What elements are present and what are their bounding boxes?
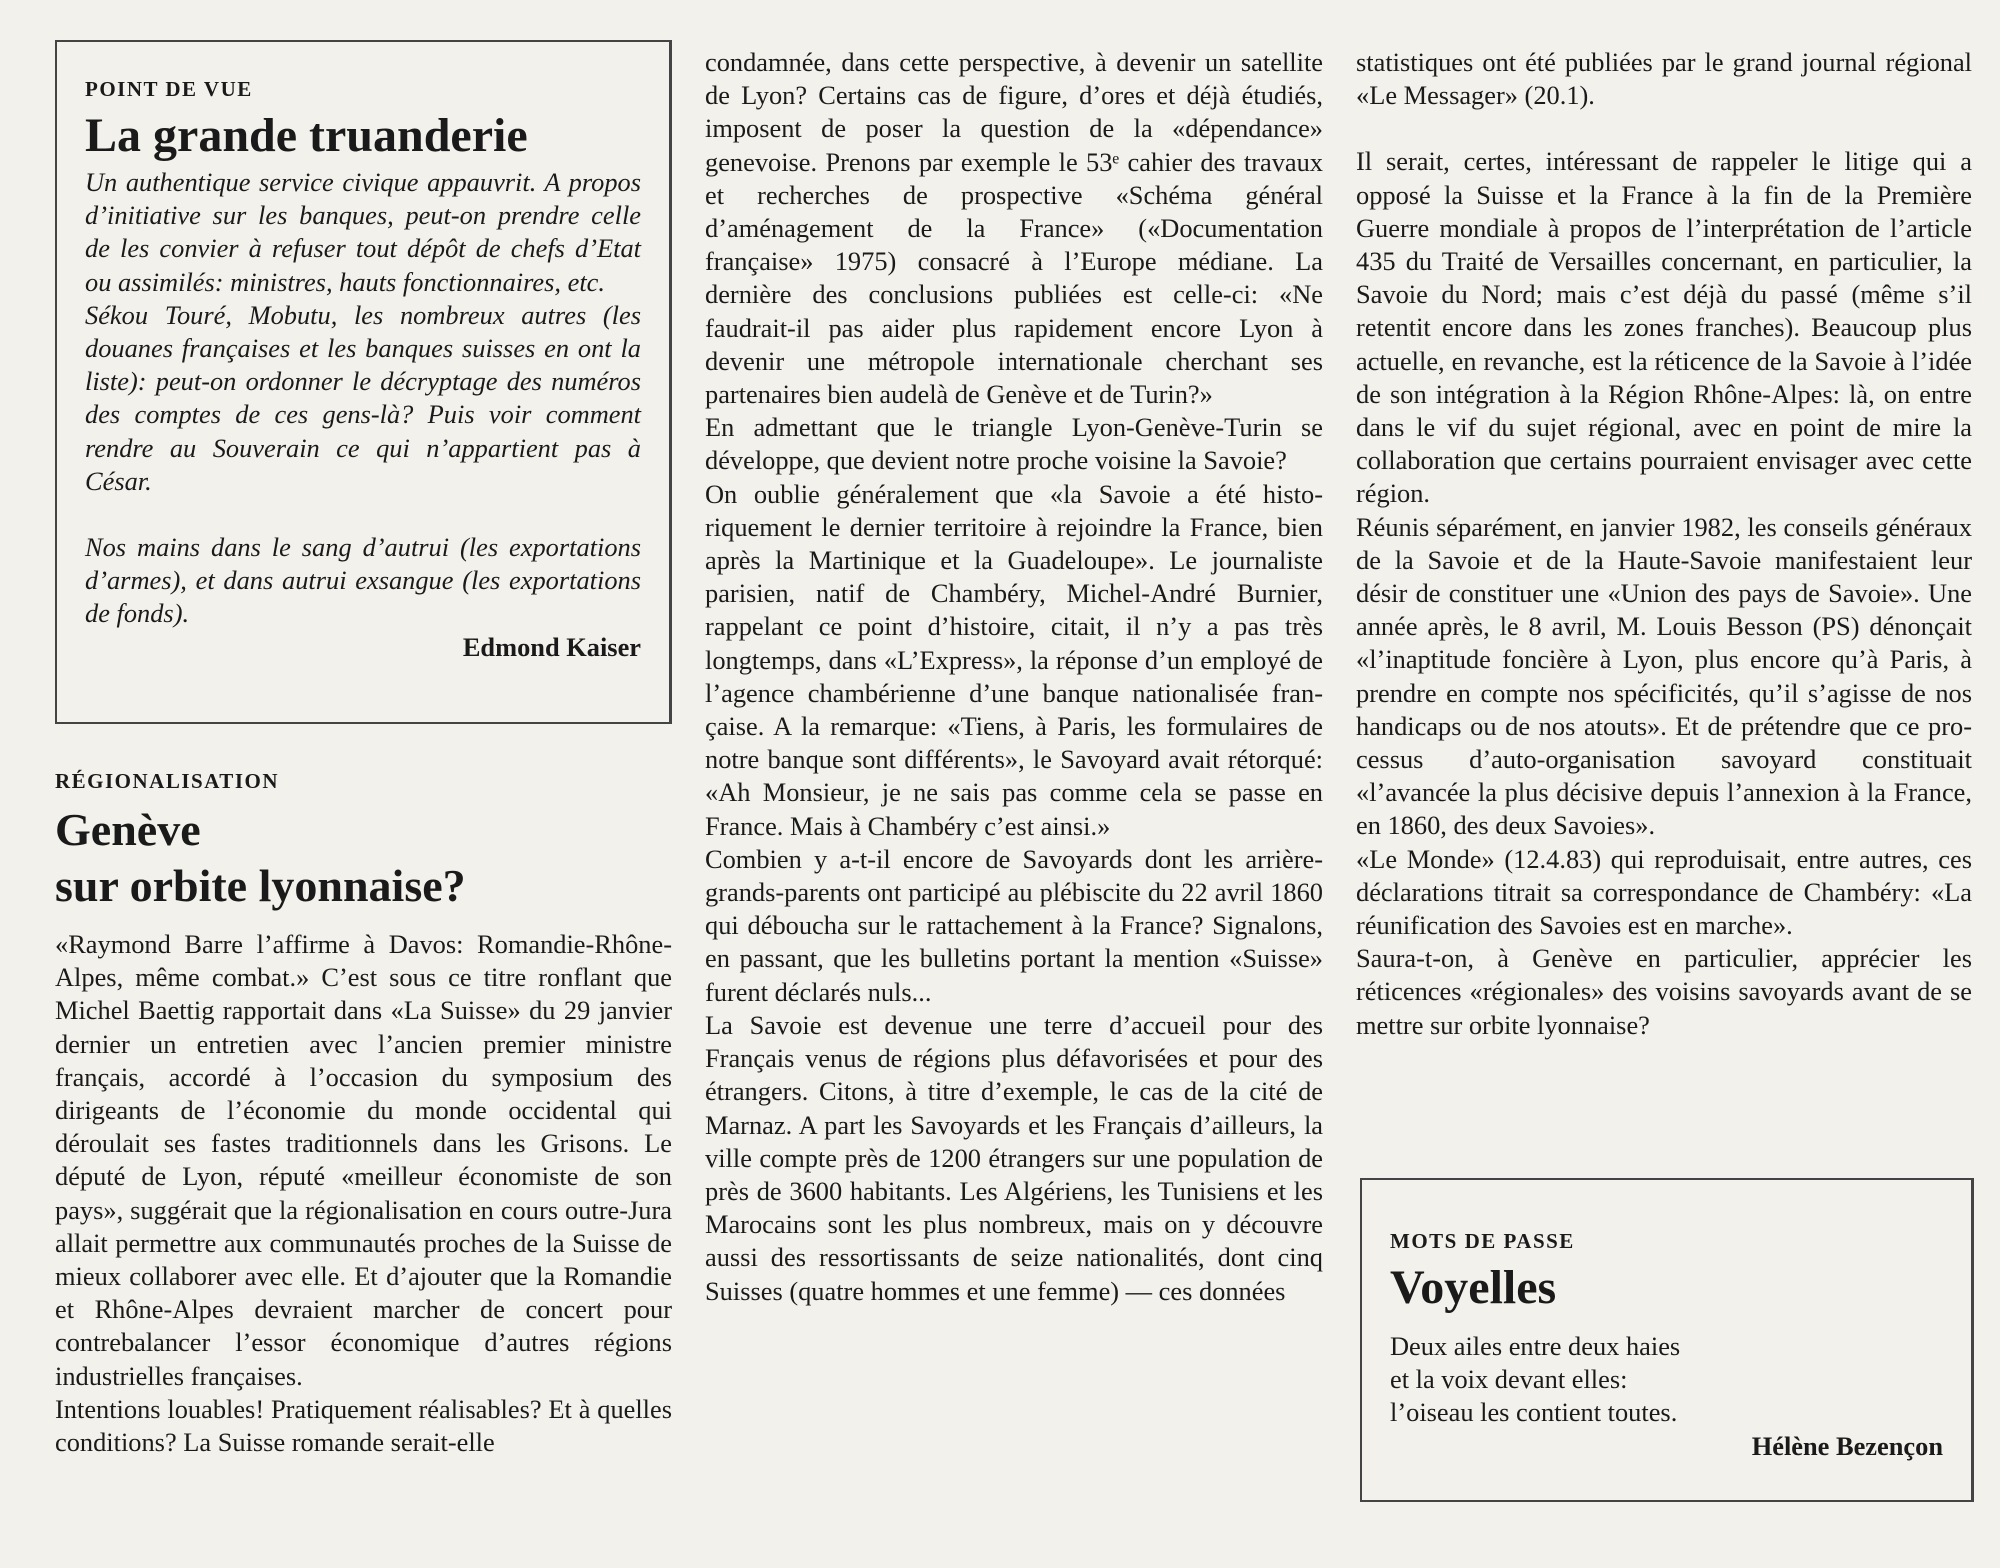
article-paragraph: La Savoie est devenue une terre d’accueil pour des Français venus de régions plus défavorisées et pour des étrangers. Citons, à titre d’exemple, le cas de la cité de Marnaz. A part les Savoyards et les Français d’ailleurs, la ville compte près de 1200 étrangers sur une population de près de 3600 habitants. Les Algériens, les Tunisiens et les Marocains sont les plus nombreux, mais on y découvre aussi des ressortissants de seize nationalités, dont cinq Suisses (quatre hommes et une femme) — ces données xyxy=(705,1009,1323,1306)
column-3 xyxy=(1356,46,1972,1042)
article-paragraph: «Raymond Barre l’affirme à Davos: Romandie-Rhône-Alpes, même combat.» C’est sous ce titre ronflant que Michel Baettig rapportait dans «La Suisse» du 29 janvier dernier un entretien avec l’ancien premier ministre français, accordé à l’occasion du symposium des dirigeants de l’économie du monde occidental qui déroulait ses fastes traditionnels dans les Grisons. Le député de Lyon, réputé «meilleur économiste de son pays», suggérait que la régionalisation en cours outre-Jura allait permettre aux communautés proches de la Suisse de mieux collaborer avec elle. Et d’ajouter que la Romandie et Rhône-Alpes devraient marcher de concert pour contrebalancer l’essor économique d’autres régions industrielles françaises. xyxy=(55,929,672,1391)
point-de-vue-author: Edmond Kaiser xyxy=(462,631,641,662)
article-paragraph: Il serait, certes, intéressant de rappeler le litige qui a opposé la Suisse et la France à la fin de la Première Guerre mondiale à propos de l’interprétation de l’article 435 du Traité de Versailles concernant, en particulier, la Savoie du Nord; mais c’est déjà du passé (même s’il retentit encore dans les zones franches). Beaucoup plus actuelle, en revanche, est la réticence de la Savoie à l’idée de son intégration à la Région Rhône-Alpes: là, on entre dans le vif du sujet régional, avec en point de mire la collaboration que certains pourraient envisager avec cette région. xyxy=(1356,146,1972,509)
regionalisation-section xyxy=(55,768,672,1459)
regionalisation-title-line-1: Genève xyxy=(55,804,201,855)
article-paragraph: On oublie généralement que «la Savoie a été historiquement le dernier territoire à rejoindre la France, bien après la Martinique et la Guadeloupe». Le journaliste parisien, natif de Chambéry, Michel-André Burnier, rappelant ce point d’histoire, citait, il n’y a pas très longtemps, dans «L’Express», la réponse d’un employé de l’agence chambérienne d’une banque nationalisée française. A la remarque: «Tiens, à Paris, les formulaires de notre banque sont différents», le Savoyard avait rétorqué: «Ah Monsieur, je ne sais pas comme cela se passe en France. Mais à Chambéry c’est ainsi.» xyxy=(705,478,1323,841)
article-paragraph: condamnée, dans cette perspective, à devenir un satellite de Lyon? Certains cas de figure, d’ores et déjà étudiés, imposent de poser la question de la «dépendance» genevoise. Prenons par exemple le 53ᵉ cahier des travaux et recherches de prospective «Schéma général d’aménagement de la France» («Documentation française» 1975) consacré à l’Europe médiane. La dernière des conclusions publiées est celle-ci: «Ne faudrait-il pas aider plus rapidement encore Lyon à devenir une métropole internationale cherchant ses partenaires bien audelà de Genève et de Turin?» xyxy=(705,47,1323,410)
point-de-vue-box xyxy=(55,40,672,724)
poem-line: et la voix devant elles: xyxy=(1390,1364,1628,1395)
article-paragraph: En admettant que le triangle Lyon-Genève-Turin se développe, que devient notre proche voisine la Savoie? xyxy=(705,412,1323,476)
poem-line: Deux ailes entre deux haies xyxy=(1390,1331,1681,1361)
point-de-vue-rubric: POINT DE VUE xyxy=(85,77,253,101)
article-paragraph: Réunis séparément, en janvier 1982, les conseils généraux de la Savoie et de la Haute-Savoie manifestaient leur désir de constituer une «Union des pays de Savoie». Une année après, le 8 avril, M. Louis Besson (PS) dénonçait «l’inaptitude foncière à Lyon, plus encore qu’à Paris, à prendre en compte nos spécificités, qu’il s’agisse de nos handicaps ou de nos atouts». Et de prétendre que ce processus d’auto-organisation savoyard constituait «l’avancée la plus décisive depuis l’annexion à la France, en 1860, des deux Savoies». xyxy=(1356,511,1972,841)
article-paragraph: Combien y a-t-il encore de Savoyards dont les arrière-grands-parents ont participé au plébiscite du 22 avril 1860 qui déboucha sur le rattachement à la France? Signalons, en passant, que les bulletins portant la mention «Suisse» furent déclarés nuls... xyxy=(705,843,1323,1007)
point-de-vue-paragraph: Nos mains dans le sang d’autrui (les exportations d’armes), et dans autrui exsangue (les exportations de fonds). xyxy=(85,532,641,629)
mots-de-passe-title: Voyelles xyxy=(1390,1261,1557,1314)
article-paragraph: Intentions louables! Pratiquement réalisables? Et à quelles conditions? La Suisse romande serait-elle xyxy=(55,1393,672,1458)
point-de-vue-title: La grande truanderie xyxy=(85,109,528,162)
poem-line: l’oiseau les contient toutes. xyxy=(1390,1397,1678,1428)
regionalisation-title xyxy=(55,802,672,914)
article-paragraph: statistiques ont été publiées par le grand journal régional «Le Messager» (20.1). xyxy=(1356,47,1972,111)
mots-de-passe-author: Hélène Bezençon xyxy=(1751,1430,1943,1461)
point-de-vue-paragraph: Un authentique service civique appauvrit. A propos d’initiative sur les banques, peut-on prendre celle de les convier à refuser tout dépôt de chefs d’Etat ou assimilés: ministres, hauts fonctionnaires, etc. xyxy=(85,167,641,297)
mots-de-passe-rubric: MOTS DE PASSE xyxy=(1390,1229,1575,1253)
column-2 xyxy=(705,46,1323,1308)
point-de-vue-paragraph: Sékou Touré, Mobutu, les nombreux autres (les douanes françaises et les banques suisses en ont la liste): peut-on ordonner le décryptage des numéros des comptes de ces gens-là? Puis voir comment rendre au Souverain ce qui n’appartient pas à César. xyxy=(85,299,641,496)
article-paragraph: Saura-t-on, à Genève en particulier, apprécier les réticences «régionales» des voisins savoyards avant de se mettre sur orbite lyonnaise? xyxy=(1356,943,1972,1040)
mots-de-passe-box xyxy=(1360,1178,1974,1502)
article-paragraph: «Le Monde» (12.4.83) qui reproduisait, entre autres, ces déclarations titrait sa correspondance de Chambéry: «La réunification des Savoies est en marche». xyxy=(1356,843,1972,941)
regionalisation-title-line-2: sur orbite lyonnaise? xyxy=(55,860,466,911)
regionalisation-rubric: RÉGIONALISATION xyxy=(55,769,279,793)
column-1 xyxy=(55,40,672,1459)
poem xyxy=(1390,1330,1943,1430)
